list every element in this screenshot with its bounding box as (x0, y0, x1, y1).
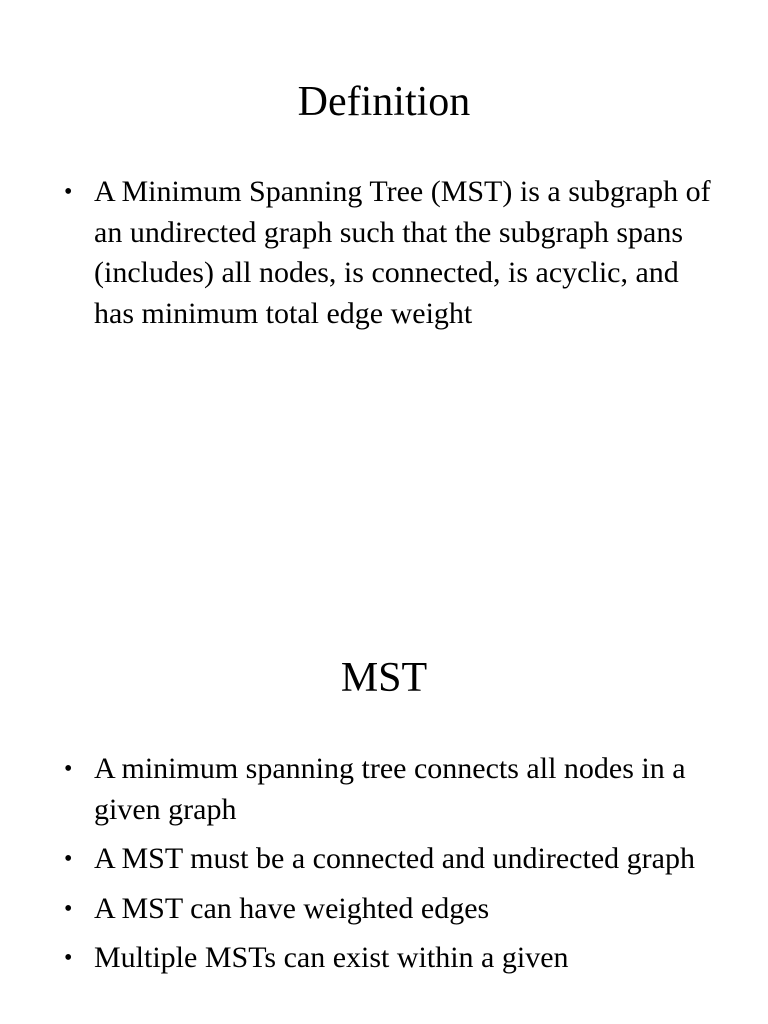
bullet-text: A MST must be a connected and undirected graph (94, 842, 695, 875)
bullet-icon: • (64, 846, 73, 872)
bullet-item (62, 172, 712, 334)
bullet-text: A Minimum Spanning Tree (MST) is a subgraph of an undirected graph such that the subgraph spans (includes) all nodes, is connected, is acyclic, and has minimum total edge weight (94, 175, 711, 330)
bullet-item (62, 938, 712, 979)
bullet-item (62, 889, 712, 930)
bullet-icon: • (64, 756, 73, 782)
bullet-text: Multiple MSTs can exist within a given (94, 941, 569, 974)
bullet-item (62, 839, 712, 880)
bullet-list (62, 172, 712, 343)
bullet-list (62, 749, 712, 988)
slide-mst (0, 576, 768, 1024)
bullet-icon: • (64, 945, 73, 971)
bullet-icon: • (64, 179, 73, 205)
slide-title: MST (340, 655, 428, 701)
bullet-item (62, 749, 712, 830)
bullet-text: A minimum spanning tree connects all nodes in a given graph (94, 752, 686, 826)
bullet-text: A MST can have weighted edges (94, 891, 490, 925)
slide-title: Definition (297, 79, 471, 125)
bullet-icon: • (64, 895, 73, 922)
